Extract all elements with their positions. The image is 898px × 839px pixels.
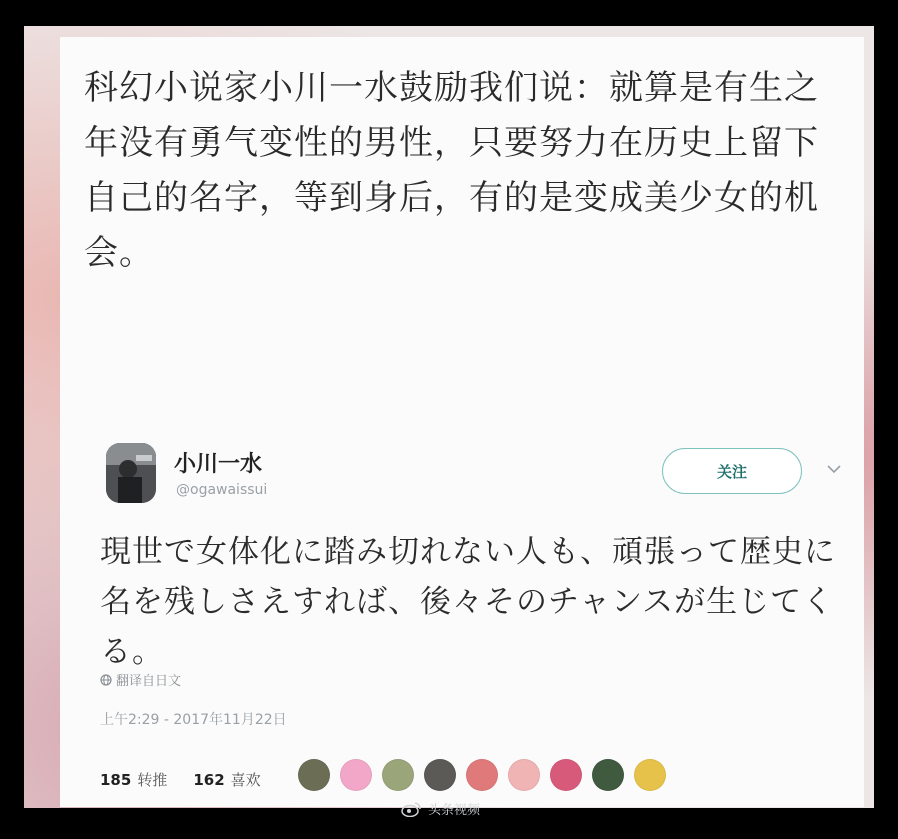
weibo-icon: [400, 801, 422, 817]
tweet-text: 現世で女体化に踏み切れない人も、頑張って歴史に名を残しさえすれば、後々そのチャンスが生じてくる。: [100, 534, 836, 670]
display-name[interactable]: 小川一水: [174, 452, 263, 477]
screenshot-card: [60, 37, 864, 818]
liker-avatar[interactable]: [550, 759, 582, 791]
tweet-timestamp[interactable]: 上午2:29 - 2017年11月22日: [100, 712, 287, 728]
globe-icon: [100, 674, 112, 686]
chevron-down-icon[interactable]: [827, 464, 841, 474]
tweet: [100, 407, 840, 818]
translation-label: 翻译自日文: [116, 674, 182, 689]
retweet-label: 转推: [137, 771, 168, 789]
watermark-text: 头条视频: [428, 803, 481, 818]
user-handle[interactable]: @ogawaissui: [176, 482, 268, 498]
liker-avatar[interactable]: [382, 759, 414, 791]
watermark: [400, 799, 480, 818]
like-count[interactable]: 162: [193, 770, 225, 789]
liker-avatars: [298, 759, 676, 791]
liker-avatar[interactable]: [466, 759, 498, 791]
liker-avatar[interactable]: [298, 759, 330, 791]
liker-avatar[interactable]: [508, 759, 540, 791]
translation-link[interactable]: [100, 670, 181, 689]
retweet-count[interactable]: 185: [100, 770, 132, 789]
follow-button[interactable]: 关注: [662, 448, 802, 494]
like-label: 喜欢: [230, 771, 261, 789]
liker-avatar[interactable]: [424, 759, 456, 791]
liker-avatar[interactable]: [592, 759, 624, 791]
tweet-stats: [100, 769, 261, 790]
liker-avatar[interactable]: [340, 759, 372, 791]
avatar[interactable]: [106, 443, 156, 503]
liker-avatar[interactable]: [634, 759, 666, 791]
caption-text: 科幻小说家小川一水鼓励我们说：就算是有生之年没有勇气变性的男性，只要努力在历史上留下自己的名字，等到身后，有的是变成美少女的机会。: [84, 68, 819, 273]
